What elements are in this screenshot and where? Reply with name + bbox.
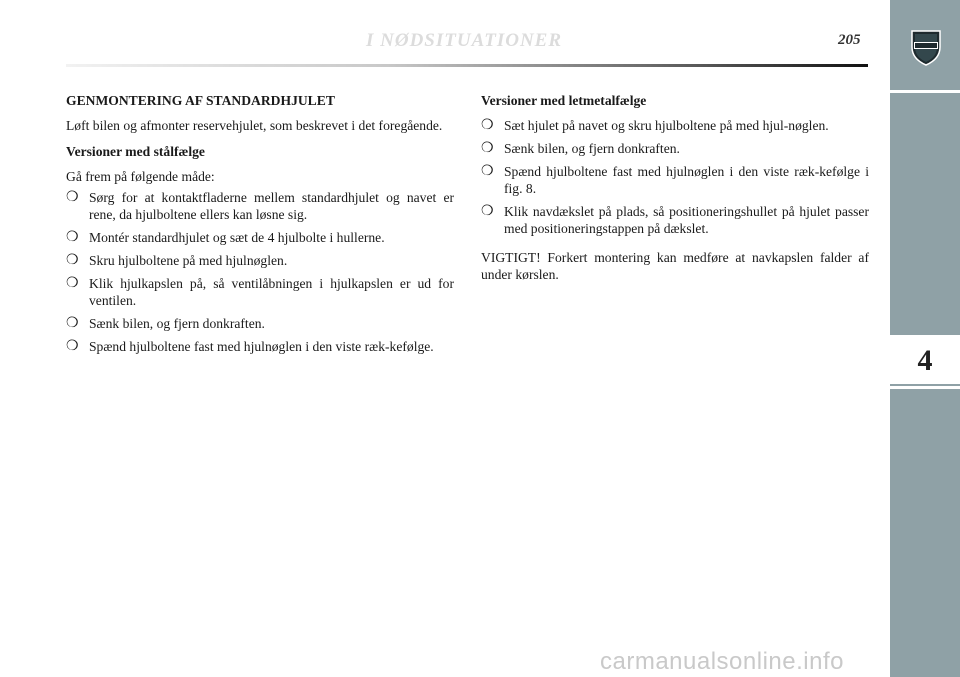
right-column <box>481 92 869 292</box>
left-column <box>66 92 454 361</box>
chapter-tab[interactable] <box>890 338 960 384</box>
alloy-steps-list <box>481 117 869 237</box>
bullet-icon: ❍ <box>481 141 494 156</box>
bullet-icon: ❍ <box>481 118 494 133</box>
band-divider <box>890 386 960 389</box>
list-item: ❍ Sæt hjulet på navet og skru hjulboltene på med hjul-nøglen. <box>481 118 829 133</box>
page-number: 205 <box>838 32 861 48</box>
list-item: ❍ Sørg for at kontaktfladerne mellem standardhjulet og navet er rene, da hjulboltene ellers kan løsne sig. <box>66 190 454 222</box>
header-rule <box>66 64 868 67</box>
bullet-icon: ❍ <box>66 339 79 354</box>
section-title: I NØDSITUATIONER <box>366 30 563 51</box>
subheading-steel: Versioner med stålfælge <box>66 144 205 159</box>
bullet-icon: ❍ <box>66 190 79 205</box>
subheading-alloy: Versioner med letmetalfælge <box>481 93 647 108</box>
list-item: ❍ Spænd hjulboltene fast med hjulnøglen i den viste ræk-kefølge i fig. 8. <box>481 164 869 196</box>
list-item: ❍ Sænk bilen, og fjern donkraften. <box>66 316 265 331</box>
list-item: ❍ Klik hjulkapslen på, så ventilåbningen i hjulkapslen er ud for ventilen. <box>66 276 454 308</box>
bullet-icon: ❍ <box>66 253 79 268</box>
chapter-number: 4 <box>917 344 933 377</box>
list-item: ❍ Montér standardhjulet og sæt de 4 hjulbolte i hullerne. <box>66 230 385 245</box>
warning-note: VIGTIGT! Forkert montering kan medføre at navkapslen falder af under kørslen. <box>481 250 869 282</box>
intro-paragraph: Løft bilen og afmonter reservehjulet, som beskrevet i det foregående. <box>66 118 443 133</box>
lancia-logo-icon <box>908 27 944 67</box>
list-item: ❍ Skru hjulboltene på med hjulnøglen. <box>66 253 288 268</box>
section-heading: GENMONTERING AF STANDARDHJULET <box>66 93 335 108</box>
lead-paragraph: Gå frem på følgende måde: <box>66 169 215 184</box>
watermark: carmanualsonline.info <box>600 648 844 675</box>
steel-steps-list <box>66 189 454 355</box>
bullet-icon: ❍ <box>66 276 79 291</box>
list-item: ❍ Spænd hjulboltene fast med hjulnøglen i den viste ræk-kefølge. <box>66 339 434 354</box>
bullet-icon: ❍ <box>66 230 79 245</box>
bullet-icon: ❍ <box>66 316 79 331</box>
list-item: ❍ Sænk bilen, og fjern donkraften. <box>481 141 680 156</box>
band-divider <box>890 90 960 93</box>
bullet-icon: ❍ <box>481 204 494 219</box>
list-item: ❍ Klik navdækslet på plads, så positioneringshullet på hjulet passer med positioneringstappen på dækslet. <box>481 204 869 236</box>
bullet-icon: ❍ <box>481 164 494 179</box>
